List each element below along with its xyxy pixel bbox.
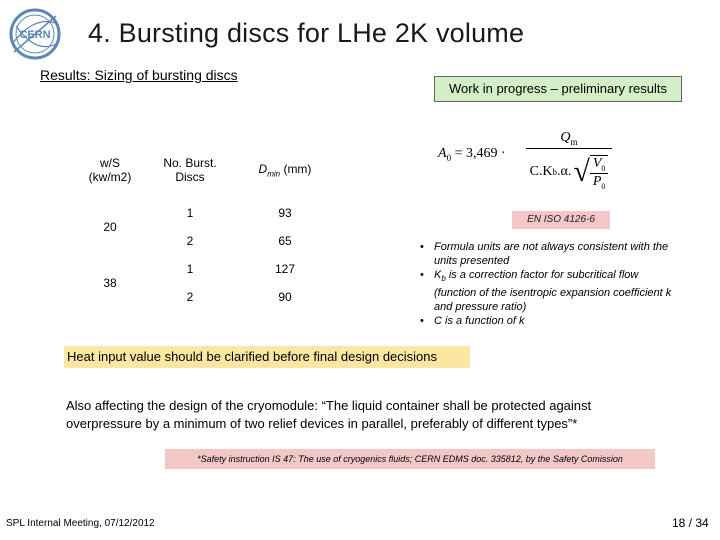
formula-lhs-sub: 0	[446, 152, 452, 163]
results-table	[70, 140, 340, 315]
bullet-icon: •	[420, 269, 424, 281]
table-header-dmin	[230, 162, 340, 181]
standard-label: EN ISO 4126-6	[512, 211, 610, 229]
logo-text: CERN	[19, 29, 51, 41]
list-item	[420, 314, 680, 328]
formula-inner-top: V	[592, 155, 602, 171]
safety-footnote: *Safety instruction IS 47: The use of cryogenics fluids; CERN EDMS doc. 335812, by the Safety Comission	[165, 449, 655, 469]
header-discs-line1: No. Burst.	[163, 156, 217, 170]
note-symbol: K	[434, 269, 442, 281]
formula-inner-bottom: P	[592, 173, 602, 189]
formula-coefficient: = 3,469 ·	[454, 146, 506, 161]
sqrt-icon: √	[573, 154, 590, 188]
note-text: is a correction factor for subcritical flow (function of the isentropic expansion coefficient k and pressure ratio)	[434, 269, 672, 314]
note-text: C is a function of k	[434, 315, 525, 328]
list-item	[420, 268, 680, 314]
formula-inner-bottom-sub: 0	[601, 181, 606, 191]
sizing-formula	[438, 130, 618, 208]
footer-meeting: SPL Internal Meeting, 07/12/2012	[6, 518, 155, 529]
table-header-ws	[70, 156, 150, 184]
bullet-icon: •	[420, 241, 424, 253]
table-cell-discs: 2	[186, 234, 194, 248]
table-cell-discs: 2	[186, 290, 194, 304]
group-ws-value: 20	[103, 220, 117, 234]
formula-inner-top-sub: 0	[601, 163, 606, 173]
cryomodule-note: Also affecting the design of the cryomodule: “The liquid container shall be protected against overpressure by a minimum of two relief devices in parallel, preferably of different types”*	[66, 398, 592, 431]
note-text: Formula units are not always consistent with the units presented	[434, 241, 669, 267]
dmin-subscript: min	[267, 169, 281, 179]
formula-numerator: Q	[560, 130, 571, 145]
table-header-discs	[150, 156, 230, 184]
formula-lhs: A	[438, 146, 447, 161]
formula-denominator: C.K	[529, 163, 553, 179]
table-cell-dmin: 65	[278, 234, 292, 248]
bullet-icon: •	[420, 315, 424, 328]
heat-input-note: Heat input value should be clarified before final design decisions	[64, 346, 470, 368]
formula-numerator-sub: m	[570, 136, 578, 147]
formula-alpha: .α.	[557, 163, 572, 179]
group-ws-value: 38	[103, 276, 117, 290]
cern-logo	[6, 4, 64, 66]
header-ws-line2: (kw/m2)	[88, 170, 132, 184]
table-cell-discs: 1	[186, 206, 194, 220]
list-item	[420, 240, 680, 268]
table-cell-discs: 1	[186, 262, 194, 276]
note-symbol-sub: b	[441, 274, 446, 284]
header-discs-line2: Discs	[175, 170, 205, 184]
section-subtitle: Results: Sizing of bursting discs	[40, 67, 238, 83]
dmin-symbol: D	[258, 162, 268, 176]
page-number: 18 / 34	[672, 516, 709, 530]
dmin-unit: (mm)	[280, 162, 312, 176]
table-cell-dmin: 90	[278, 290, 292, 304]
table-cell-dmin: 93	[278, 206, 292, 220]
status-banner: Work in progress – preliminary results	[434, 76, 682, 102]
formula-denominator-sub: b	[552, 166, 558, 177]
table-cell-dmin: 127	[274, 262, 296, 276]
page-title: 4. Bursting discs for LHe 2K volume	[88, 18, 525, 48]
header-ws-line1: w/S	[99, 156, 120, 170]
formula-notes	[420, 240, 680, 328]
